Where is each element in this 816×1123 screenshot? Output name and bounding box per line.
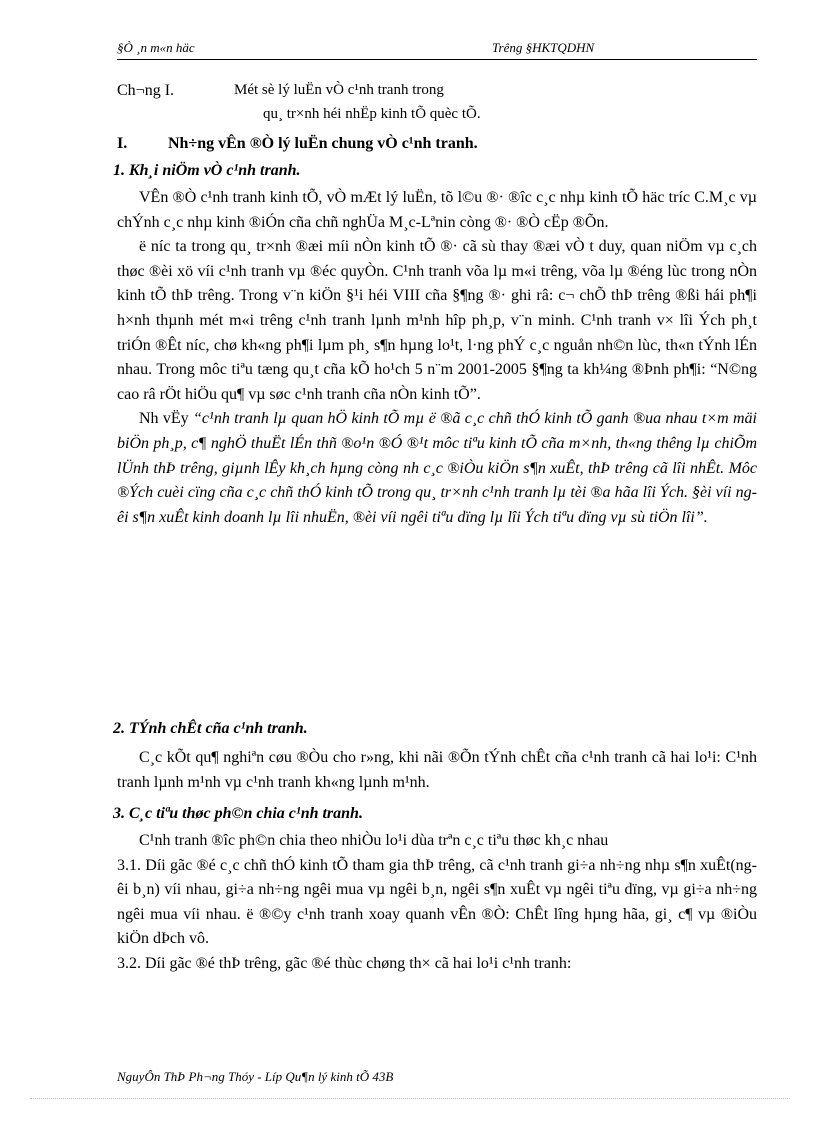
- paragraph: VÊn ®Ò c¹nh tranh kinh tÕ, vÒ mÆt lý luËn, tõ l©u ®· ®îc c¸c nhµ kinh tÕ häc tríc C.M¸c vµ chÝnh c¸c nhµ kinh ®iÓn cña chñ nghÜa M¸c-Lªnin còng ®· ®Ò cËp ®Õn.: [117, 189, 757, 231]
- paragraph: C¸c kÕt qu¶ nghiªn cøu ®Òu cho r»ng, khi nãi ®Õn tÝnh chÊt cña c¹nh tranh cã hai lo¹i: C¹nh tranh lµnh m¹nh vµ c¹nh tranh kh«ng lµnh m¹nh.: [117, 749, 757, 791]
- quote-text: “c¹nh tranh lµ quan hÖ kinh tÕ mµ ë ®ã c¸c chñ thÓ kinh tÕ ganh ®ua nhau t×m mäi biÖn ph¸p, c¶ nghÖ thuËt lÉn thñ ®o¹n ®Ó ®¹t môc tiªu kinh tÕ cña m×nh, th«ng thêng lµ chiÕm lÜnh thÞ trêng, giµnh lÊy kh¸ch hµng còng nh c¸c ®iÒu kiÖn s¶n xuÊt, thÞ trêng cã lîi nhÊt. Môc ®Ých cuèi cïng cña c¸c chñ thÓ kinh tÕ trong qu¸ tr×nh c¹nh tranh lµ tèi ®a hãa lîi Ých. §èi víi ngêi s¶n xuÊt kinh doanh lµ lîi nhuËn, ®èi víi ngêi tiªu dïng lµ lîi Ých tiªu dïng vµ sù tiÖn lîi”.: [117, 410, 758, 526]
- chapter-title-line1: Mét sè lý luËn vÒ c¹nh tranh trong: [234, 82, 444, 98]
- page-bottom-divider: [30, 1098, 790, 1099]
- subsection-1-body: [117, 186, 757, 530]
- chapter-label: Ch¬ng I.: [117, 82, 175, 99]
- quote-lead: Nh vËy: [139, 410, 194, 428]
- header-rule: [117, 59, 757, 60]
- subsection-2-body: [117, 746, 757, 795]
- subsection-3-body: [117, 829, 757, 977]
- subsection-2-title: 2. TÝnh chÊt cña c¹nh tranh.: [113, 720, 308, 737]
- paragraph: ë níc ta trong qu¸ tr×nh ®æi míi nÒn kinh tÕ ®· cã sù thay ®æi vÒ t duy, quan niÖm vµ c¸ch thøc ®èi xö víi c¹nh tranh vµ ®éc quyÒn. C¹nh tranh võa lµ m«i trêng, võa lµ ®éng lùc trong nÒn kinh tÕ thÞ trêng. Trong v¨n kiÖn §¹i héi VIII cña §¶ng ®· ghi râ: c¬ chÕ thÞ trêng ®ßi hái ph¶i h×nh thµnh mét m«i trêng c¹nh tranh lµnh m¹nh hîp ph¸p, v¨n minh. C¹nh tranh v× lîi Ých ph¸t triÓn ®Êt níc, chø kh«ng ph¶i lµm ph¸ s¶n hµng lo¹t, l·ng phÝ c¸c nguån nh©n lùc, th«n tÝnh lÉn nhau. Trong môc tiªu tæng qu¸t cña kÕ ho¹ch 5 n¨m 2001-2005 §¶ng ta kh¼ng ®Þnh ph¶i: “N©ng cao râ rÖt hiÖu qu¶ vµ søc c¹nh tranh cña nÒn kinh tÕ”.: [117, 238, 757, 403]
- paragraph-quote: [117, 407, 757, 530]
- header-right: Trêng §HKTQDHN: [492, 40, 595, 55]
- paragraph: 3.1. Díi gãc ®é c¸c chñ thÓ kinh tÕ tham gia thÞ trêng, cã c¹nh tranh gi÷a nh÷ng nhµ s¶n xuÊt(ngêi b¸n) víi nhau, gi÷a nh÷ng ngêi mua vµ ngêi b¸n, ngêi s¶n xuÊt vµ ngêi tiªu dïng, vµ gi÷a nh÷ng ngêi mua víi nhau. ë ®©y c¹nh tranh xoay quanh vÊn ®Ò: ChÊt lîng hµng hãa, gi¸ c¶ vµ ®iÒu kiÖn dÞch vô.: [117, 856, 757, 948]
- footer-text: NguyÔn ThÞ Ph¬ng Thóy - Líp Qu¶n lý kinh tÕ 43B: [117, 1069, 394, 1084]
- header-left: §Ò ¸n m«n häc: [117, 40, 195, 55]
- section-title: Nh÷ng vÊn ®Ò lý luËn chung vÒ c¹nh tranh.: [168, 135, 478, 152]
- subsection-1-title: 1. Kh¸i niÖm vÒ c¹nh tranh.: [113, 162, 301, 179]
- paragraph: 3.2. Díi gãc ®é thÞ trêng, gãc ®é thùc chøng th× cã hai lo¹i c¹nh tranh:: [117, 954, 572, 972]
- chapter-title-line2: qu¸ tr×nh héi nhËp kinh tÕ quèc tÕ.: [263, 106, 481, 122]
- paragraph: C¹nh tranh ®îc ph©n chia theo nhiÒu lo¹i dùa trªn c¸c tiªu thøc kh¸c nhau: [139, 832, 609, 849]
- subsection-3-title: 3. C¸c tiªu thøc ph©n chia c¹nh tranh.: [113, 805, 363, 822]
- section-number: I.: [117, 135, 128, 152]
